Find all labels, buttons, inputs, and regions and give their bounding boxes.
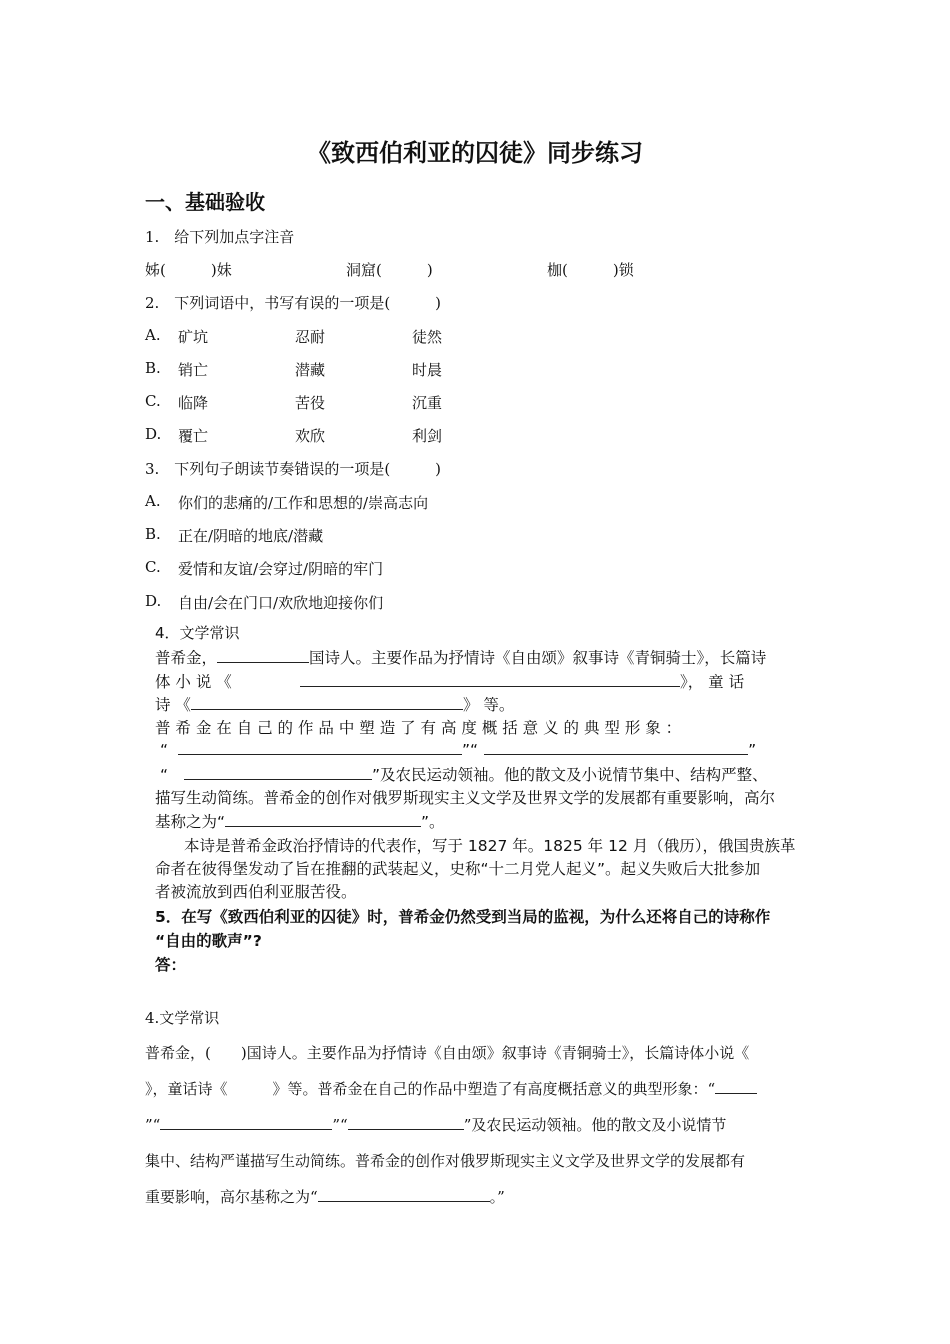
question-5-stem-cont: “自由的歌声”? bbox=[155, 932, 262, 950]
option-text: 你们的悲痛的/工作和思想的/崇高志向 bbox=[178, 494, 429, 512]
option-word: 时晨 bbox=[412, 361, 443, 379]
option-text: 爱情和友谊/会穿过/阴暗的牢门 bbox=[178, 560, 384, 578]
text: 》， 童 话 bbox=[680, 673, 745, 691]
text: 普希金， bbox=[155, 649, 218, 667]
passage-line: 命者在彼得堡发动了旨在推翻的武装起义，史称“十二月党人起义”。起义失败后大批参加 bbox=[155, 860, 761, 878]
option-word: 欢欣 bbox=[295, 427, 326, 445]
answer-blank[interactable] bbox=[184, 765, 372, 780]
option-word: 苦役 bbox=[295, 394, 326, 412]
answer-blank[interactable] bbox=[225, 812, 421, 827]
option-word: 沉重 bbox=[412, 394, 443, 412]
text: ”。 bbox=[421, 813, 445, 831]
answer-blank[interactable] bbox=[217, 648, 309, 663]
page-title: 《致西伯利亚的囚徒》同步练习 bbox=[307, 138, 643, 167]
option-text: 自由/会在门口/欢欣地迎接你们 bbox=[178, 594, 384, 612]
text: “ bbox=[160, 741, 169, 759]
text: ”“ bbox=[332, 1116, 348, 1134]
option-letter: C. bbox=[145, 558, 161, 576]
answer-blank[interactable] bbox=[300, 672, 680, 687]
fill-line bbox=[155, 693, 514, 715]
answer-blank[interactable] bbox=[178, 740, 462, 755]
answer-blank[interactable] bbox=[715, 1079, 757, 1094]
fill-line bbox=[155, 670, 232, 692]
text-line: 普 希 金 在 自 己 的 作 品 中 塑 造 了 有 高 度 概 括 意 义 的 典 型 形 象 ： bbox=[155, 719, 682, 737]
text: ”“ bbox=[462, 741, 479, 759]
fill-line bbox=[145, 1078, 757, 1099]
option-letter: B. bbox=[145, 525, 161, 543]
section-heading-basics: 一、基础验收 bbox=[145, 190, 265, 214]
literary-knowledge-heading: 4.文学常识 bbox=[145, 1009, 220, 1027]
option-word: 利剑 bbox=[412, 427, 443, 445]
text: 》 等。 bbox=[462, 696, 515, 714]
option-letter: A. bbox=[145, 326, 161, 344]
text: ” bbox=[748, 741, 757, 759]
text-line: 普希金，( )国诗人。主要作品为抒情诗《自由颂》叙事诗《青铜骑士》，长篇诗体小说《 bbox=[145, 1044, 750, 1062]
text: 国诗人。主要作品为抒情诗《自由颂》叙事诗《青铜骑士》，长篇诗 bbox=[309, 649, 767, 667]
text: 诗 《 bbox=[155, 696, 191, 714]
fill-line bbox=[160, 740, 756, 759]
option-letter: D. bbox=[145, 592, 162, 610]
fill-line bbox=[145, 1186, 505, 1207]
text: ”及农民运动领袖。他的散文及小说情节 bbox=[463, 1116, 727, 1134]
text: 基称之为“ bbox=[155, 813, 226, 831]
option-letter: B. bbox=[145, 359, 161, 377]
text-line: 描写生动简练。普希金的创作对俄罗斯现实主义文学及世界文学的发展都有重要影响，高尔 bbox=[155, 789, 776, 807]
passage-line: 本诗是普希金政治抒情诗的代表作，写于 1827 年。1825 年 12 月（俄历），俄国贵族革 bbox=[184, 837, 796, 855]
question-5-stem: 5．在写《致西伯利亚的囚徒》时，普希金仍然受到当局的监视，为什么还将自己的诗称作 bbox=[155, 908, 771, 926]
question-2-stem: 2. 下列词语中，书写有误的一项是( ) bbox=[145, 294, 442, 312]
option-text: 正在/阴暗的地底/潜藏 bbox=[178, 527, 324, 545]
option-letter: A. bbox=[145, 492, 161, 510]
option-word: 徒然 bbox=[412, 328, 443, 346]
text: 。” bbox=[489, 1188, 505, 1206]
question-1-item-b: 洞窟( ) bbox=[346, 261, 433, 279]
text: 体 小 说 《 bbox=[155, 673, 232, 691]
passage-line: 者被流放到西伯利亚服苦役。 bbox=[155, 883, 357, 901]
fill-line bbox=[155, 646, 766, 668]
fill-line bbox=[155, 810, 445, 832]
fill-line bbox=[145, 1114, 726, 1135]
text: ”“ bbox=[145, 1116, 161, 1134]
answer-label: 答： bbox=[155, 956, 187, 974]
answer-blank[interactable] bbox=[318, 1187, 490, 1202]
option-word: 销亡 bbox=[178, 361, 209, 379]
option-letter: C. bbox=[145, 392, 161, 410]
question-1-item-c: 枷( )锁 bbox=[547, 261, 634, 279]
option-word: 忍耐 bbox=[295, 328, 326, 346]
option-word: 潜藏 bbox=[295, 361, 326, 379]
answer-blank[interactable] bbox=[348, 1115, 464, 1130]
text-line: 集中、结构严谨描写生动简练。普希金的创作对俄罗斯现实主义文学及世界文学的发展都有 bbox=[145, 1152, 746, 1170]
text: “ bbox=[160, 766, 169, 784]
question-1-stem: 1. 给下列加点字注音 bbox=[145, 228, 295, 246]
fill-line bbox=[300, 670, 744, 692]
answer-blank[interactable] bbox=[160, 1115, 332, 1130]
question-3-stem: 3. 下列句子朗读节奏错误的一项是( ) bbox=[145, 460, 442, 478]
option-word: 覆亡 bbox=[178, 427, 209, 445]
text: ”及农民运动领袖。他的散文及小说情节集中、结构严整、 bbox=[372, 766, 768, 784]
text: 》，童话诗《 》等。普希金在自己的作品中塑造了有高度概括意义的典型形象：“ bbox=[145, 1080, 716, 1098]
answer-blank[interactable] bbox=[191, 695, 463, 710]
literary-knowledge-heading: 4．文学常识 bbox=[155, 624, 240, 642]
option-word: 临降 bbox=[178, 394, 209, 412]
answer-blank[interactable] bbox=[484, 740, 748, 755]
question-1-item-a: 姊( )妹 bbox=[145, 261, 232, 279]
option-letter: D. bbox=[145, 425, 162, 443]
fill-line bbox=[160, 763, 768, 785]
text: 重要影响，高尔基称之为“ bbox=[145, 1188, 318, 1206]
option-word: 矿坑 bbox=[178, 328, 209, 346]
